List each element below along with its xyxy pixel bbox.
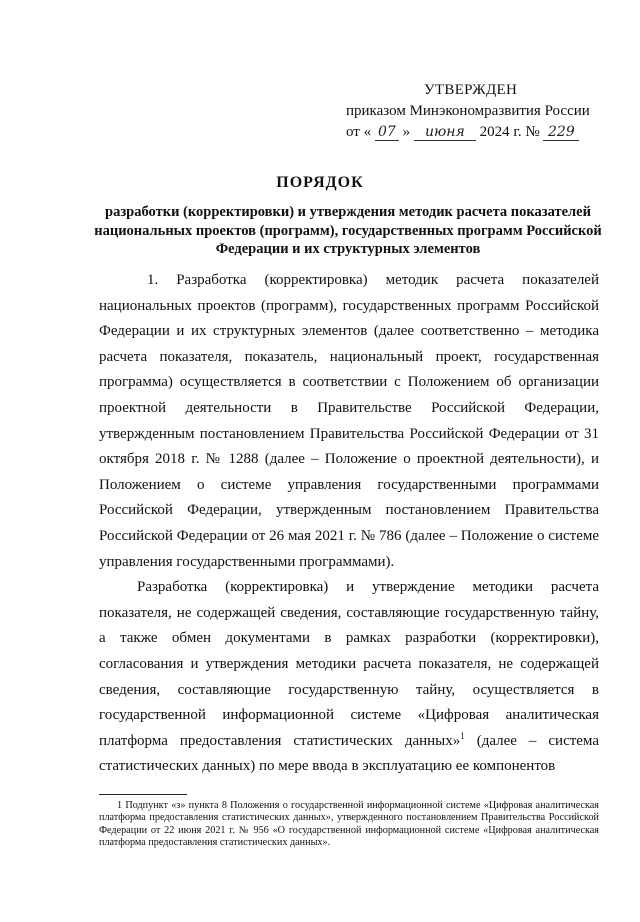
date-prefix: от « [346, 124, 372, 140]
approval-date-line [346, 122, 606, 143]
footnote [99, 800, 599, 849]
handwritten-month: июня [414, 124, 476, 141]
approval-title: УТВЕРЖДЕН [424, 82, 518, 98]
document-subtitle: разработки (корректировки) и утверждения методик расчета показателей национальных проектов (программ), государственных программ Российской Федерации и их структурных элементов [94, 204, 602, 257]
footnote-ref: 1 [460, 730, 465, 741]
footnote-divider [99, 794, 187, 795]
date-mid: » [402, 124, 411, 140]
paragraph-2-tail: (далее – система статистических данных) по мере ввода в эксплуатацию ее компонентов [99, 732, 599, 775]
handwritten-order-number: 229 [543, 124, 579, 141]
document-heading: ПОРЯДОК [276, 174, 364, 191]
approval-order-line: приказом Минэкономразвития России [346, 103, 590, 119]
document-body [99, 268, 599, 780]
footnote-text: 1 Подпункт «з» пункта 8 Положения о государственной информационной системе «Цифровая аналитическая платформа предоставления статистических данных», утвержденного постановлением Правительства Российской Федерации от 22 июня 2021 г. № 956 «О государственной информационной системе «Цифровая аналитическая платформа предоставления статистических данных». [99, 800, 599, 848]
approval-stamp [346, 80, 606, 143]
paragraph-2-text: Разработка (корректировка) и утверждение методики расчета показателя, не содержащей сведения, составляющие государственную тайну, а также обмен документами в рамках разработки (корректировки), согласования и утверждения методики расчета показателя, не содержащей сведения, составляющие государственную тайну, осуществляется в государственной информационной системе «Цифровая аналитическая платформа предоставления статистических данных» [99, 579, 599, 749]
handwritten-day: 07 [375, 124, 399, 141]
paragraph-2 [99, 575, 599, 780]
paragraph-1: 1. Разработка (корректировка) методик расчета показателей национальных проектов (программ), государственных программ Российской Федерации и их структурных элементов (далее соответственно – методика расчета показателя, показатель, национальный проект, государственная программа) осуществляется в соответствии с Положением об организации проектной деятельности в Правительстве Российской Федерации, утвержденным постановлением Правительства Российской Федерации от 31 октября 2018 г. № 1288 (далее – Положение о проектной деятельности), и Положением о системе управления государственными программами Российской Федерации, утвержденным постановлением Правительства Российской Федерации от 26 мая 2021 г. № 786 (далее – Положение о системе управления государственными программами). [99, 272, 599, 570]
year-text: 2024 г. № [479, 124, 540, 140]
